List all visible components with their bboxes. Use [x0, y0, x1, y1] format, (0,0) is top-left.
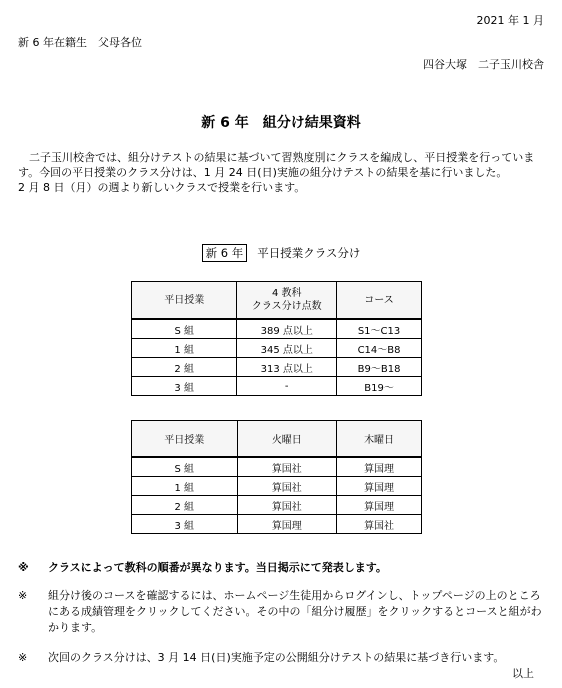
body-paragraph-2: 2 月 8 日（月）の週より新しいクラスで授業を行います。	[18, 181, 306, 194]
table-row	[132, 496, 422, 515]
table-row	[132, 319, 422, 339]
header-cell-score	[237, 282, 337, 320]
subject-schedule-table	[131, 420, 422, 534]
table-cell: 1 組	[132, 339, 237, 358]
document-date: 2021 年 1 月	[476, 14, 544, 27]
table-cell: 算国理	[337, 477, 422, 496]
table-cell: C14～B8	[337, 339, 422, 358]
document-title: 新 6 年 組分け結果資料	[201, 115, 361, 131]
body-paragraph-1: 二子玉川校舎では、組分けテストの結果に基づいて習熟度別にクラスを編成し、平日授業を行っています。今回の平日授業のクラス分けは、1 月 24 日(日)実施の組分けテストの結果を基に行いました。	[18, 151, 535, 179]
note-subject-order	[18, 560, 544, 576]
table-cell: S 組	[132, 457, 238, 477]
table-cell: 2 組	[132, 358, 237, 377]
table-cell: 算国理	[337, 496, 422, 515]
note-text: 次回のクラス分けは、3 月 14 日(日)実施予定の公開組分けテストの結果に基づき行います。	[48, 651, 505, 664]
table-cell: S1～C13	[337, 319, 422, 339]
table-row	[132, 477, 422, 496]
note-mark: ※	[18, 561, 29, 574]
class-score-table	[131, 281, 422, 396]
recipients-line: 新 6 年在籍生 父母各位	[18, 36, 142, 49]
table-cell: 算国理	[337, 457, 422, 477]
note-text: 組分け後のコースを確認するには、ホームページ生徒用からログインし、トップページの上のところにある成績管理をクリックしてください。その中の「組分け履歴」をクリックするとコースと組がわかります。	[48, 589, 542, 634]
table-row	[132, 457, 422, 477]
note-text: クラスによって教科の順番が異なります。当日掲示にて発表します。	[48, 561, 387, 574]
table-header-row	[132, 421, 422, 458]
table-cell: S 組	[132, 319, 237, 339]
table-row	[132, 339, 422, 358]
table-cell: 算国社	[237, 457, 337, 477]
header-cell-class: 平日授業	[132, 421, 238, 458]
table-cell: 2 組	[132, 496, 238, 515]
table-cell: 1 組	[132, 477, 238, 496]
note-mark: ※	[18, 589, 28, 602]
note-check-course	[18, 588, 544, 636]
header-score-line2: クラス分け点数	[251, 301, 322, 312]
header-cell-course: コース	[337, 282, 422, 320]
table-cell: 345 点以上	[237, 339, 337, 358]
table-row	[132, 515, 422, 534]
table-cell: B9～B18	[337, 358, 422, 377]
table-heading-text: 平日授業クラス分け	[257, 246, 361, 260]
note-mark: ※	[18, 651, 28, 664]
table-cell: 313 点以上	[237, 358, 337, 377]
table-cell: 3 組	[132, 377, 237, 396]
table-cell: -	[237, 377, 337, 396]
sender-line: 四谷大塚 二子玉川校舎	[423, 58, 544, 71]
table-row	[132, 377, 422, 396]
table-cell: 算国理	[237, 515, 337, 534]
grade-box-label: 新 6 年	[202, 244, 248, 262]
table-cell: 389 点以上	[237, 319, 337, 339]
header-cell-tuesday: 火曜日	[237, 421, 337, 458]
header-cell-thursday: 木曜日	[337, 421, 422, 458]
closing-text: 以上	[512, 667, 534, 680]
table-header-row	[132, 282, 422, 320]
body-text	[18, 150, 544, 195]
table-row	[132, 358, 422, 377]
note-next-test	[18, 650, 544, 666]
table-heading	[0, 245, 562, 261]
table-cell: B19～	[337, 377, 422, 396]
table-cell: 3 組	[132, 515, 238, 534]
header-cell-class: 平日授業	[132, 282, 237, 320]
table-cell: 算国社	[337, 515, 422, 534]
table-cell: 算国社	[237, 496, 337, 515]
table-cell: 算国社	[237, 477, 337, 496]
header-score-line1: 4 教科	[271, 288, 302, 299]
